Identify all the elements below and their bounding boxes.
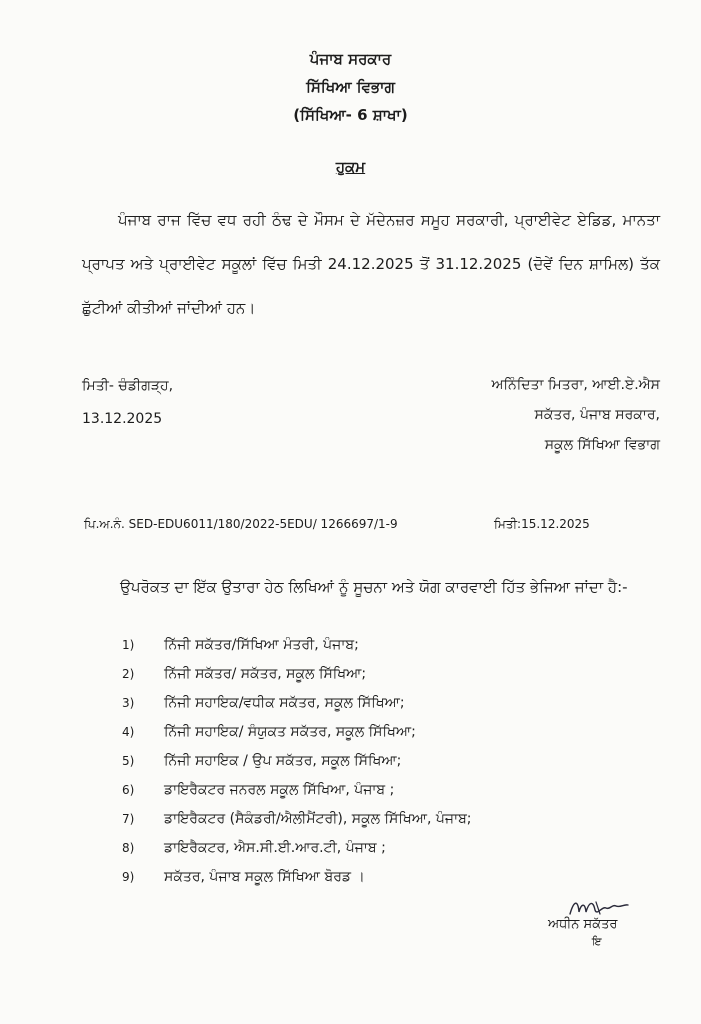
- list-item: [122, 689, 472, 718]
- endorsement-date: ਮਿਤੀ:15.12.2025: [494, 517, 590, 531]
- header-branch: (ਸਿੱਖਿਆ- 6 ਸ਼ਾਖਾ): [293, 106, 408, 124]
- list-item-number: 2): [122, 667, 135, 681]
- list-item-number: 8): [122, 841, 135, 855]
- signatory-designation: ਸਕੱਤਰ, ਪੰਜਾਬ ਸਰਕਾਰ,: [534, 407, 660, 423]
- list-item-text: ਡਾਇਰੈਕਟਰ (ਸੈਕੰਡਰੀ/ਐਲੀਮੈਂਟਰੀ), ਸਕੂਲ ਸਿੱਖਿਆ, ਪੰਜਾਬ;: [164, 811, 472, 827]
- list-item: [122, 834, 472, 863]
- closing-mark: ਇ: [592, 935, 602, 948]
- list-item: [122, 747, 472, 776]
- list-item-number: 3): [122, 696, 135, 710]
- list-item: [122, 863, 472, 892]
- list-item-text: ਸਕੱਤਰ, ਪੰਜਾਬ ਸਕੂਲ ਸਿੱਖਿਆ ਬੋਰਡ ।: [164, 869, 365, 885]
- list-item-number: 6): [122, 783, 135, 797]
- list-item-number: 1): [122, 638, 135, 652]
- recipient-list: [122, 631, 472, 892]
- list-item-number: 7): [122, 812, 135, 826]
- list-item-number: 4): [122, 725, 135, 739]
- list-item: [122, 660, 472, 689]
- endorsement-number: ਪਿ.ਅ.ਨੰ. SED-EDU6011/180/2022-5EDU/ 1266697/1-9: [84, 517, 398, 531]
- list-item: [122, 631, 472, 660]
- list-item-text: ਡਾਇਰੈਕਟਰ ਜਨਰਲ ਸਕੂਲ ਸਿੱਖਿਆ, ਪੰਜਾਬ ;: [164, 782, 395, 798]
- list-item-text: ਨਿੱਜੀ ਸਹਾਇਕ/ ਸੰਯੁਕਤ ਸਕੱਤਰ, ਸਕੂਲ ਸਿੱਖਿਆ;: [164, 724, 416, 740]
- place: ਮਿਤੀ- ਚੰਡੀਗੜ੍ਹ,: [82, 378, 174, 394]
- order-body: ਪੰਜਾਬ ਰਾਜ ਵਿੱਚ ਵਧ ਰਹੀ ਠੰਢ ਦੇ ਮੌਸਮ ਦੇ ਮੱਦੇਨਜ਼ਰ ਸਮੂਹ ਸਰਕਾਰੀ, ਪ੍ਰਾਈਵੇਟ ਏਡਿਡ, ਮਾਨਤਾ ਪ੍ਰਾਪਤ ਅਤੇ ਪ੍ਰਾਈਵੇਟ ਸਕੂਲਾਂ ਵਿੱਚ ਮਿਤੀ 24.12.2025 ਤੋਂ 31.12.2025 (ਦੋਵੇਂ ਦਿਨ ਸ਼ਾਮਿਲ) ਤੱਕ ਛੁੱਟੀਆਂ ਕੀਤੀਆਂ ਜਾਂਦੀਆਂ ਹਨ।: [82, 211, 660, 317]
- list-item-text: ਡਾਇਰੈਕਟਰ, ਐਸ.ਸੀ.ਈ.ਆਰ.ਟੀ, ਪੰਜਾਬ ;: [164, 840, 386, 856]
- header-department: ਸਿੱਖਿਆ ਵਿਭਾਗ: [306, 78, 395, 96]
- list-item-number: 5): [122, 754, 135, 768]
- signatory-name: ਅਨਿੰਦਿਤਾ ਮਿਤਰਾ, ਆਈ.ਏ.ਐਸ: [491, 377, 660, 393]
- signatory-block: [420, 370, 660, 460]
- copy-forward-text: ਉਪਰੋਕਤ ਦਾ ਇੱਕ ਉਤਾਰਾ ਹੇਠ ਲਿਖਿਆਂ ਨੂੰ ਸੂਚਨਾ ਅਤੇ ਯੋਗ ਕਾਰਵਾਈ ਹਿੱਤ ਭੇਜਿਆ ਜਾਂਦਾ ਹੈ:-: [120, 578, 628, 596]
- list-item-text: ਨਿੱਜੀ ਸਕੱਤਰ/ ਸਕੱਤਰ, ਸਕੂਲ ਸਿੱਖਿਆ;: [164, 666, 367, 682]
- closing-designation: ਅਧੀਨ ਸਕੱਤਰ: [548, 917, 618, 932]
- list-item-text: ਨਿੱਜੀ ਸਹਾਇਕ / ਉਪ ਸਕੱਤਰ, ਸਕੂਲ ਸਿੱਖਿਆ;: [164, 753, 402, 769]
- list-item-text: ਨਿੱਜੀ ਸਹਾਇਕ/ਵਧੀਕ ਸਕੱਤਰ, ਸਕੂਲ ਸਿੱਖਿਆ;: [164, 695, 405, 711]
- order-title: ਹੁਕਮ: [335, 158, 366, 176]
- signatory-department: ਸਕੂਲ ਸਿੱਖਿਆ ਵਿਭਾਗ: [544, 437, 660, 453]
- list-item-text: ਨਿੱਜੀ ਸਕੱਤਰ/ਸਿੱਖਿਆ ਮੰਤਰੀ, ਪੰਜਾਬ;: [164, 637, 359, 653]
- list-item-number: 9): [122, 870, 135, 884]
- list-item: [122, 718, 472, 747]
- list-item: [122, 805, 472, 834]
- header-government: ਪੰਜਾਬ ਸਰਕਾਰ: [309, 50, 392, 68]
- place-date-block: [82, 370, 173, 436]
- list-item: [122, 776, 472, 805]
- issue-date: 13.12.2025: [82, 411, 163, 427]
